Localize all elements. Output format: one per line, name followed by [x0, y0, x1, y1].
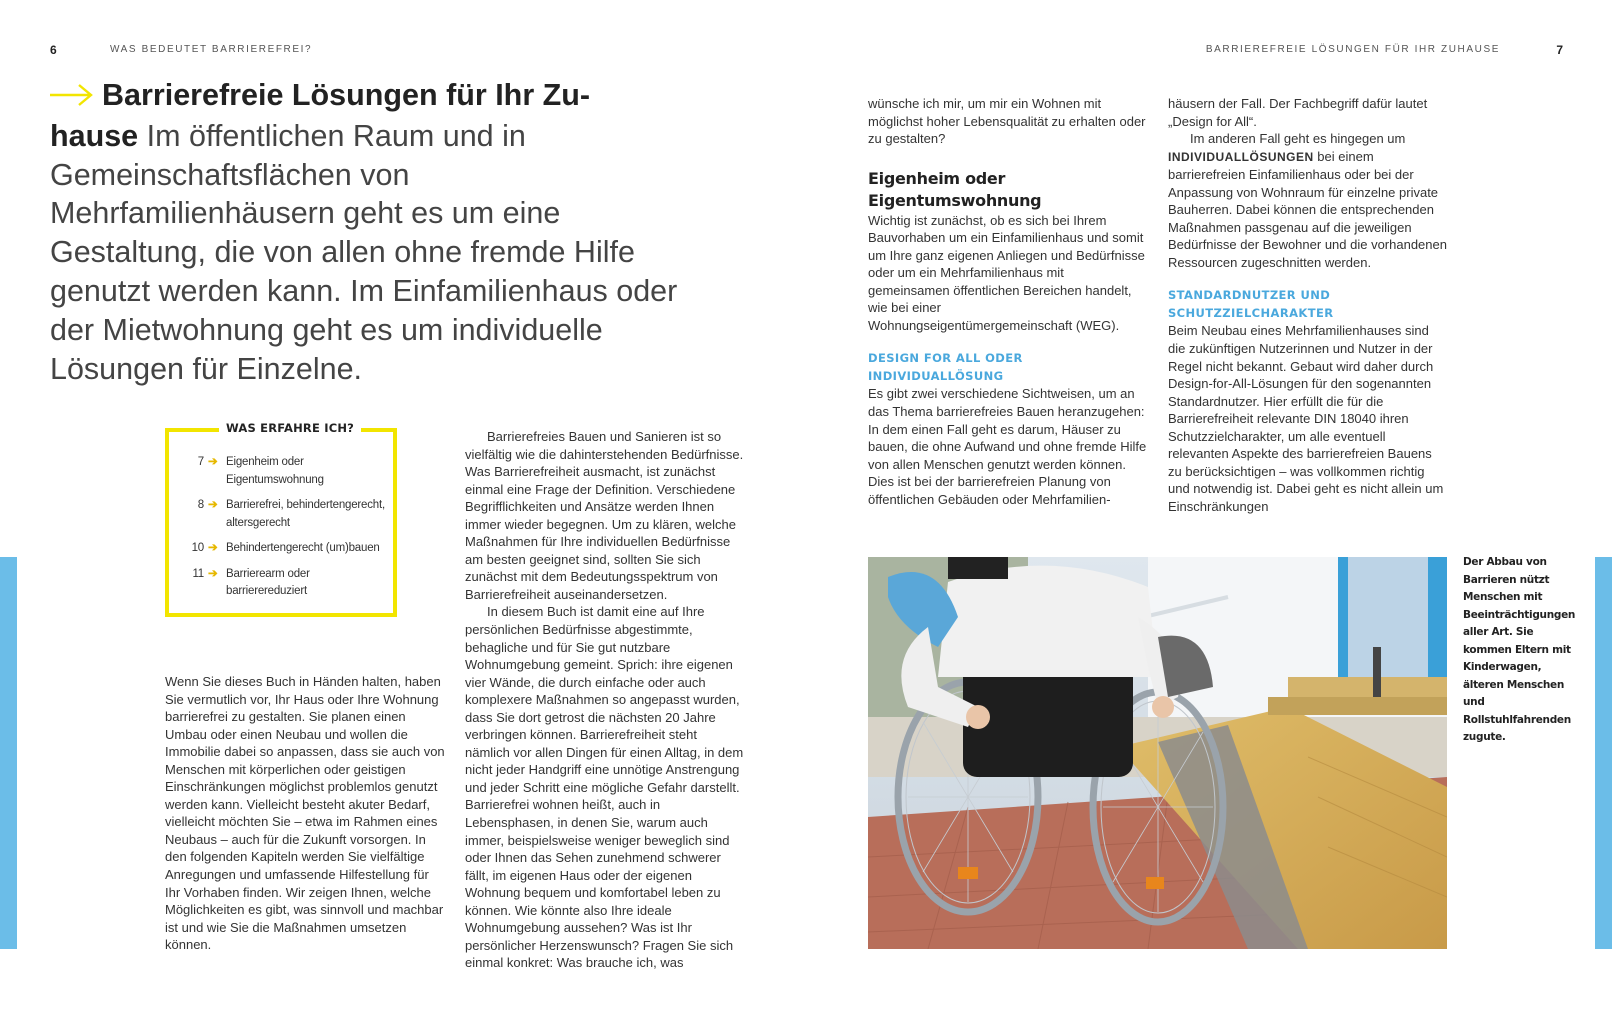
arrow-right-icon: [50, 78, 94, 117]
arrow-right-icon: ➔: [208, 567, 218, 580]
info-box-item: 7 ➔ Eigenheim oder Eigentumswohnung: [197, 456, 324, 486]
right-running-title: BARRIEREFREIE LÖSUNGEN FÜR IHR ZUHAUSE: [1205, 44, 1500, 55]
left-running-title: WAS BEDEUTET BARRIEREFREI?: [110, 44, 313, 55]
paragraph: häusern der Fall. Der Fachbegriff dafür lautet „Design for All“.: [1168, 96, 1428, 129]
right-page-number: 7: [1556, 43, 1563, 57]
column-1: [165, 673, 445, 954]
paragraph: Es gibt zwei verschiedene Sichtweisen, um an das Thema barrierefreies Bauen heranzugehen: In dem einen Fall geht es darum, Häuser zu bauen, die ohne Aufwand und ohne fremde Hilfe von allen Menschen genutzt werden können. Dies ist bei der barrierefreien Planung von öffentlichen Gebäuden oder Mehrfamilien-: [868, 386, 1147, 507]
hero-title-line1: Barrierefreie Lösungen für Ihr Zu-: [102, 78, 591, 112]
emphasis: INDIVIDUALLÖSUNGEN: [1168, 149, 1314, 164]
hero-statement: [50, 76, 690, 388]
column-4: [1168, 95, 1448, 515]
paragraph: Barrierefreies Bauen und Sanieren ist so vielfältig wie die dahinterstehenden Bedürfnisse. Was Barrierefreiheit ausmacht, ist zunächst einmal eine Frage der Definition. Verschiedene Begrifflichkeiten und Ansätze werden Ihnen immer wieder begegnen. Um zu klären, welche Maßnahmen für Ihre individuellen Bedürfnisse am besten geeignet sind, sollten Sie sich zunächst mit dem Bedeutungsspektrum von Barrierefreiheit auseinandersetzen.: [465, 429, 744, 602]
paragraph: Im anderen Fall geht es hingegen um INDIVIDUALLÖSUNGEN bei einem barrierefreien Einfamilienhaus oder bei der Anpassung von Wohnraum für einzelne private Bauherren. Dabei können die entsprechenden Maßnahmen passgenau auf die jeweiligen Bedürfnisse der Bewohner und die vorhandenen Ressourcen zugeschnitten werden.: [1168, 131, 1447, 270]
subsection-heading: STANDARDNUTZER UND SCHUTZZIELCHARAKTER: [1168, 288, 1334, 320]
photo-caption: Der Abbau von Barrieren nützt Menschen mit Beeinträchtigungen aller Art. Sie kommen Eltern mit Kinderwagen, älteren Menschen und Rollstuhlfahrenden zugute.: [1463, 556, 1576, 743]
paragraph: wünsche ich mir, um mir ein Wohnen mit möglichst hoher Lebensqualität zu erhalten oder zu gestalten?: [868, 96, 1146, 147]
left-side-bar: [0, 557, 17, 949]
info-box-item: 8 ➔ Barrierefrei, behindertengerecht, altersgerecht: [197, 499, 385, 529]
paragraph: Beim Neubau eines Mehrfamilienhauses sind die zukünftigen Nutzerinnen und Nutzer in der Regel nicht bekannt. Gebaut wird daher durch Design-for-All-Lösungen für den sogenannten Standardnutzer. Hier erfüllt die für die Barrierefreiheit relevante DIN 18040 ihren Schutzzielcharakter, um alle eventuell relevanten Aspekte des barrierefreien Bauens zu berücksichtigen – was vollkommen richtig und notwendig ist. Dabei geht es nicht allein um Einschränkungen: [1168, 323, 1444, 514]
info-box-list: [179, 454, 389, 609]
column-2: [465, 428, 745, 972]
column-3: [868, 95, 1148, 508]
info-box-item: 11 ➔ Barrierearm oder barrierereduziert: [192, 567, 310, 597]
paragraph: Wenn Sie dieses Buch in Händen halten, haben Sie vermutlich vor, Ihr Haus oder Ihre Wohnung barrierefrei zu gestalten. Sie planen einen Umbau oder einen Neubau und wollen die Immobilie dabei so anpassen, dass sie auch von Menschen mit körperlichen oder geistigen Einschränkungen möglichst problemlos genutzt werden kann. Vielleicht besteht akuter Bedarf, vielleicht möchten Sie – etwa im Rahmen eines Neubaus – auch für die Zukunft vorsorgen. In den folgenden Kapiteln werden Sie vielfältige Anregungen und umfassende Hilfestellung für Ihr Vorhaben finden. Wir zeigen Ihnen, welche Möglichkeiten es gibt, was sinnvoll und machbar ist und wie Sie die Maßnahmen umsetzen können.: [165, 674, 445, 953]
info-box: [165, 421, 397, 617]
left-page-number: 6: [50, 43, 57, 57]
arrow-right-icon: ➔: [208, 456, 218, 468]
paragraph: In diesem Buch ist damit eine auf Ihre persönlichen Bedürfnisse abgestimmte, behagliche und für Sie gut nutzbare Wohnumgebung gemeint. Sprich: ihre eigenen vier Wände, die durch einfache oder auch komplexere Maßnahmen so angepasst wurden, dass Sie dort getrost die nächsten 20 Jahre verbringen können. Barrierefreiheit steht nämlich vor allen Dingen für einen Alltag, in dem nicht jeder Handgriff eine unnötige Anstrengung und jeder Schritt eine mögliche Gefahr darstellt. Barrierefrei wohnen heißt, auch in Lebensphasen, in denen Sie, warum auch immer, beispielsweise weniger beweglich sind oder Ihnen das Sehen zunehmend schwerer fällt, im eigenen Haus oder der eigenen Wohnung bequem und komfortabel leben zu können. Wie könnte also Ihre ideale Wohnumgebung aussehen? Was ist Ihr persönlicher Herzenswunsch? Fragen Sie sich einmal konkret: Was brauche ich, was: [465, 604, 744, 971]
subsection-heading: DESIGN FOR ALL ODER INDIVIDUALLÖSUNG: [868, 351, 1023, 383]
arrow-right-icon: ➔: [208, 542, 218, 554]
wheelchair-ramp-photo: [868, 557, 1447, 949]
right-side-bar: [1595, 557, 1612, 949]
hero-text: Im öffentlichen Raum und in Gemeinschaftsflächen von Mehrfamilienhäusern geht es um eine Gestaltung, die von allen ohne fremde Hilfe genutzt werden kann. Im Einfamilienhaus oder der Mietwohnung geht es um individuelle Lösungen für Einzelne.: [50, 118, 678, 386]
paragraph: Wichtig ist zunächst, ob es sich bei Ihrem Bauvorhaben um ein Einfamilienhaus und somit um Ihre ganz eigenen Anliegen und Bedürfnisse oder um ein Mehrfamilienhaus mit gemeinsamen öffentlichen Bereichen handelt, wie bei einer Wohnungseigentümergemeinschaft (WEG).: [868, 212, 1145, 333]
info-box-title: WAS ERFAHRE ICH?: [219, 421, 361, 435]
hero-title-line2: hause: [50, 118, 139, 153]
section-heading: Eigenheim oder Eigentumswohnung: [868, 168, 1042, 210]
info-box-item: 10 ➔ Behindertengerecht (um)bauen: [179, 540, 389, 558]
arrow-right-icon: ➔: [208, 499, 218, 511]
